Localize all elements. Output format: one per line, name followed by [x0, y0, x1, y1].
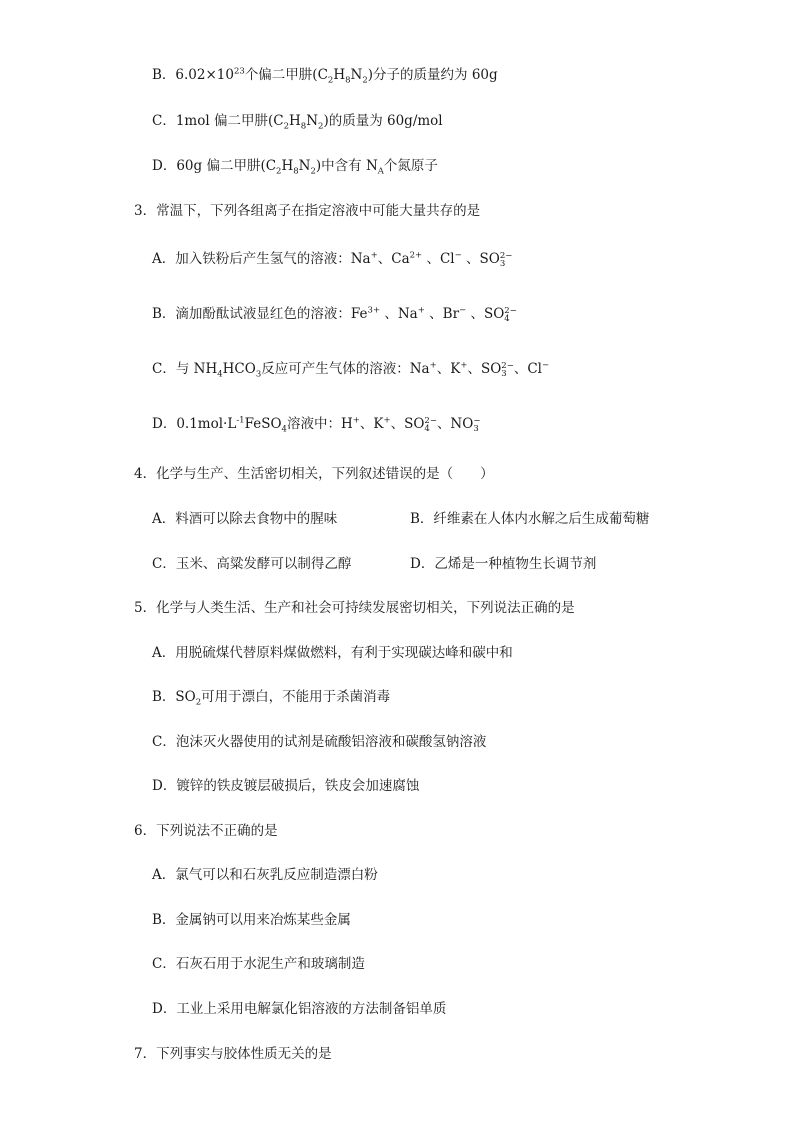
- q7-stem: 7．下列事实与胶体性质无关的是: [134, 1046, 332, 1062]
- q6-stem: 6．下列说法不正确的是: [134, 823, 278, 839]
- q6-option-b: B．金属钠可以用来冶炼某些金属: [152, 912, 351, 928]
- q3-stem: 3．常温下，下列各组离子在指定溶液中可能大量共存的是: [134, 203, 481, 219]
- q4-option-b: B．纤维素在人体内水解之后生成葡萄糖: [410, 511, 650, 527]
- q5-option-a: A．用脱硫煤代替原料煤做燃料，有利于实现碳达峰和碳中和: [152, 645, 513, 661]
- q3-option-b: B．滴加酚酞试液显红色的溶液：$Fe^{3+}$ 、Na+ 、Br− 、SO 2− 4: [152, 305, 517, 324]
- q4-option-c: C．玉米、高粱发酵可以制得乙醇: [152, 556, 352, 572]
- q5-option-c: C．泡沫灭火器使用的试剂是硫酸铝溶液和碳酸氢钠溶液: [152, 734, 487, 750]
- q3-option-c: C．与 $NH_4HCO_3$反应可产生气体的溶液：Na+、K+、SO 2− 3 、Cl−: [152, 360, 550, 380]
- q6-option-d: D．工业上采用电解氯化铝溶液的方法制备铝单质: [152, 1001, 447, 1017]
- q6-option-c: C．石灰石用于水泥生产和玻璃制造: [152, 956, 365, 972]
- q4-option-a: A．料酒可以除去食物中的腥味: [152, 511, 338, 527]
- q3-option-d: D．$0.1mol\cdot L^{-1}FeSO_4$溶液中：H+、K+、SO 2− 4 、NO − 3: [152, 415, 481, 435]
- q2-option-c: C．1mol 偏二甲肼$(C_2H_8N_2)$的质量为 60g/mol: [152, 113, 443, 132]
- q3-option-a: A．加入铁粉后产生氢气的溶液：Na+、$Ca^{2+}$ 、Cl− 、SO 2− 3: [152, 250, 513, 269]
- q5-option-d: D．镀锌的铁皮镀层破损后，铁皮会加速腐蚀: [152, 778, 420, 794]
- q5-stem: 5．化学与人类生活、生产和社会可持续发展密切相关，下列说法正确的是: [134, 600, 575, 616]
- q6-option-a: A．氯气可以和石灰乳反应制造漂白粉: [152, 867, 378, 883]
- q2-option-b: B．$6.02\times 10^{23}$个偏二甲肼$(C_2H_8N_2)$分子的质量约为 60g: [152, 66, 498, 86]
- q5-option-b: B．$SO_2$可用于漂白，不能用于杀菌消毒: [152, 689, 391, 708]
- q4-stem: 4．化学与生产、生活密切相关，下列叙述错误的是（ ）: [134, 466, 494, 482]
- q4-option-d: D．乙烯是一种植物生长调节剂: [410, 556, 597, 572]
- q2-option-d: D．60g 偏二甲肼$(C_2H_8N_2)$中含有 $N_A$个氮原子: [152, 158, 438, 177]
